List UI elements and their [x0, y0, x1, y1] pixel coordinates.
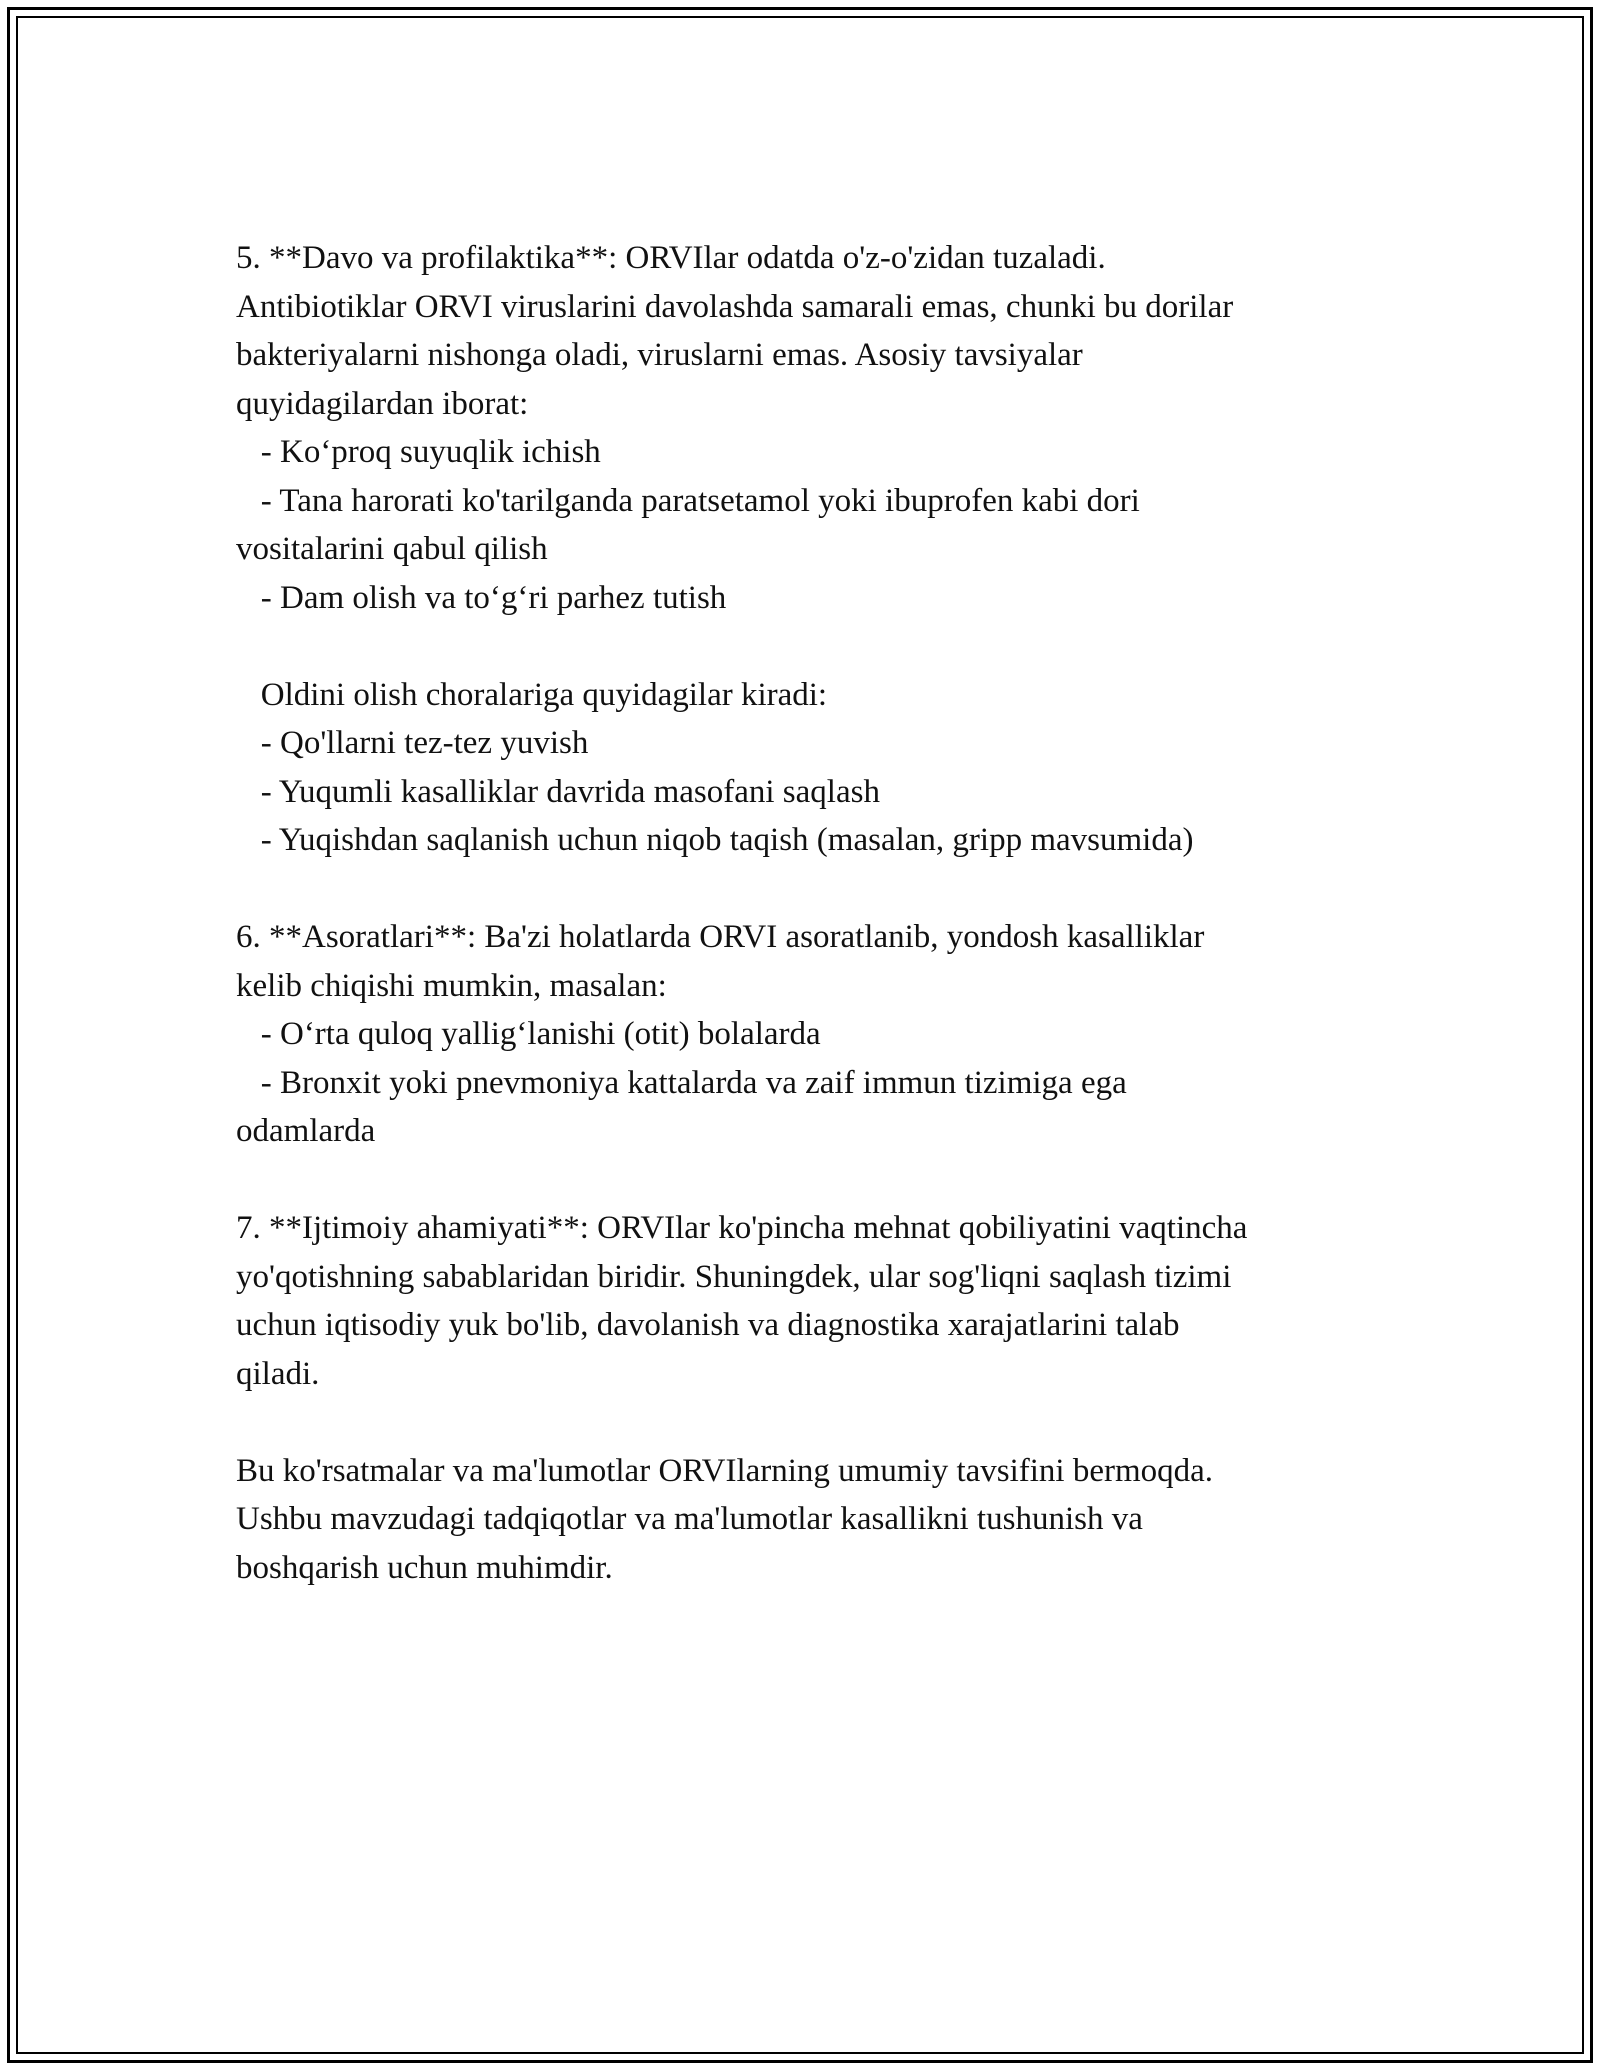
blank-line: [236, 1398, 1396, 1447]
text-line: boshqarish uchun muhimdir.: [236, 1549, 613, 1586]
list-item: - Bronxit yoki pnevmoniya kattalarda va zaif immun tizimiga ega: [236, 1064, 1127, 1101]
text-line: 5. **Davo va profilaktika**: ORVIlar odatda o'z-o'zidan tuzaladi.: [236, 240, 1106, 276]
text-line: Antibiotiklar ORVI viruslarini davolashda samarali emas, chunki bu dorilar: [236, 288, 1234, 325]
list-item: - Yuqumli kasalliklar davrida masofani saqlash: [236, 773, 880, 810]
list-item: - Dam olish va to‘g‘ri parhez tutish: [236, 579, 727, 616]
text-line: quyidagilardan iborat:: [236, 385, 529, 422]
text-line: bakteriyalarni nishonga oladi, viruslarni emas. Asosiy tavsiyalar: [236, 337, 1083, 373]
list-item: - Ko‘proq suyuqlik ichish: [236, 434, 601, 470]
text-line: odamlarda: [236, 1113, 376, 1149]
text-line: qiladi.: [236, 1355, 320, 1392]
text-line: 6. **Asoratlari**: Ba'zi holatlarda ORVI asoratlanib, yondosh kasalliklar: [236, 919, 1205, 955]
text-line: vositalarini qabul qilish: [236, 531, 548, 567]
document-body: [236, 234, 1396, 1592]
blank-line: [236, 622, 1396, 671]
text-line: Ushbu mavzudagi tadqiqotlar va ma'lumotlar kasallikni tushunish va: [236, 1501, 1143, 1537]
blank-line: [236, 865, 1396, 914]
blank-line: [236, 1156, 1396, 1205]
list-item: - Tana harorati ko'tarilganda paratsetamol yoki ibuprofen kabi dori: [236, 482, 1140, 519]
text-line: Bu ko'rsatmalar va ma'lumotlar ORVIlarning umumiy tavsifini bermoqda.: [236, 1452, 1214, 1489]
list-item: - O‘rta quloq yallig‘lanishi (otit) bolalarda: [236, 1016, 821, 1052]
text-line: kelib chiqishi mumkin, masalan:: [236, 967, 667, 1004]
text-line: Oldini olish choralariga quyidagilar kiradi:: [236, 676, 828, 713]
text-line: 7. **Ijtimoiy ahamiyati**: ORVIlar ko'pincha mehnat qobiliyatini vaqtincha: [236, 1210, 1248, 1246]
list-item: - Yuqishdan saqlanish uchun niqob taqish (masalan, gripp mavsumida): [236, 822, 1194, 858]
list-item: - Qo'llarni tez-tez yuvish: [236, 725, 589, 761]
text-line: uchun iqtisodiy yuk bo'lib, davolanish va diagnostika xarajatlarini talab: [236, 1307, 1180, 1343]
text-line: yo'qotishning sabablaridan biridir. Shuningdek, ular sog'liqni saqlash tizimi: [236, 1258, 1232, 1295]
